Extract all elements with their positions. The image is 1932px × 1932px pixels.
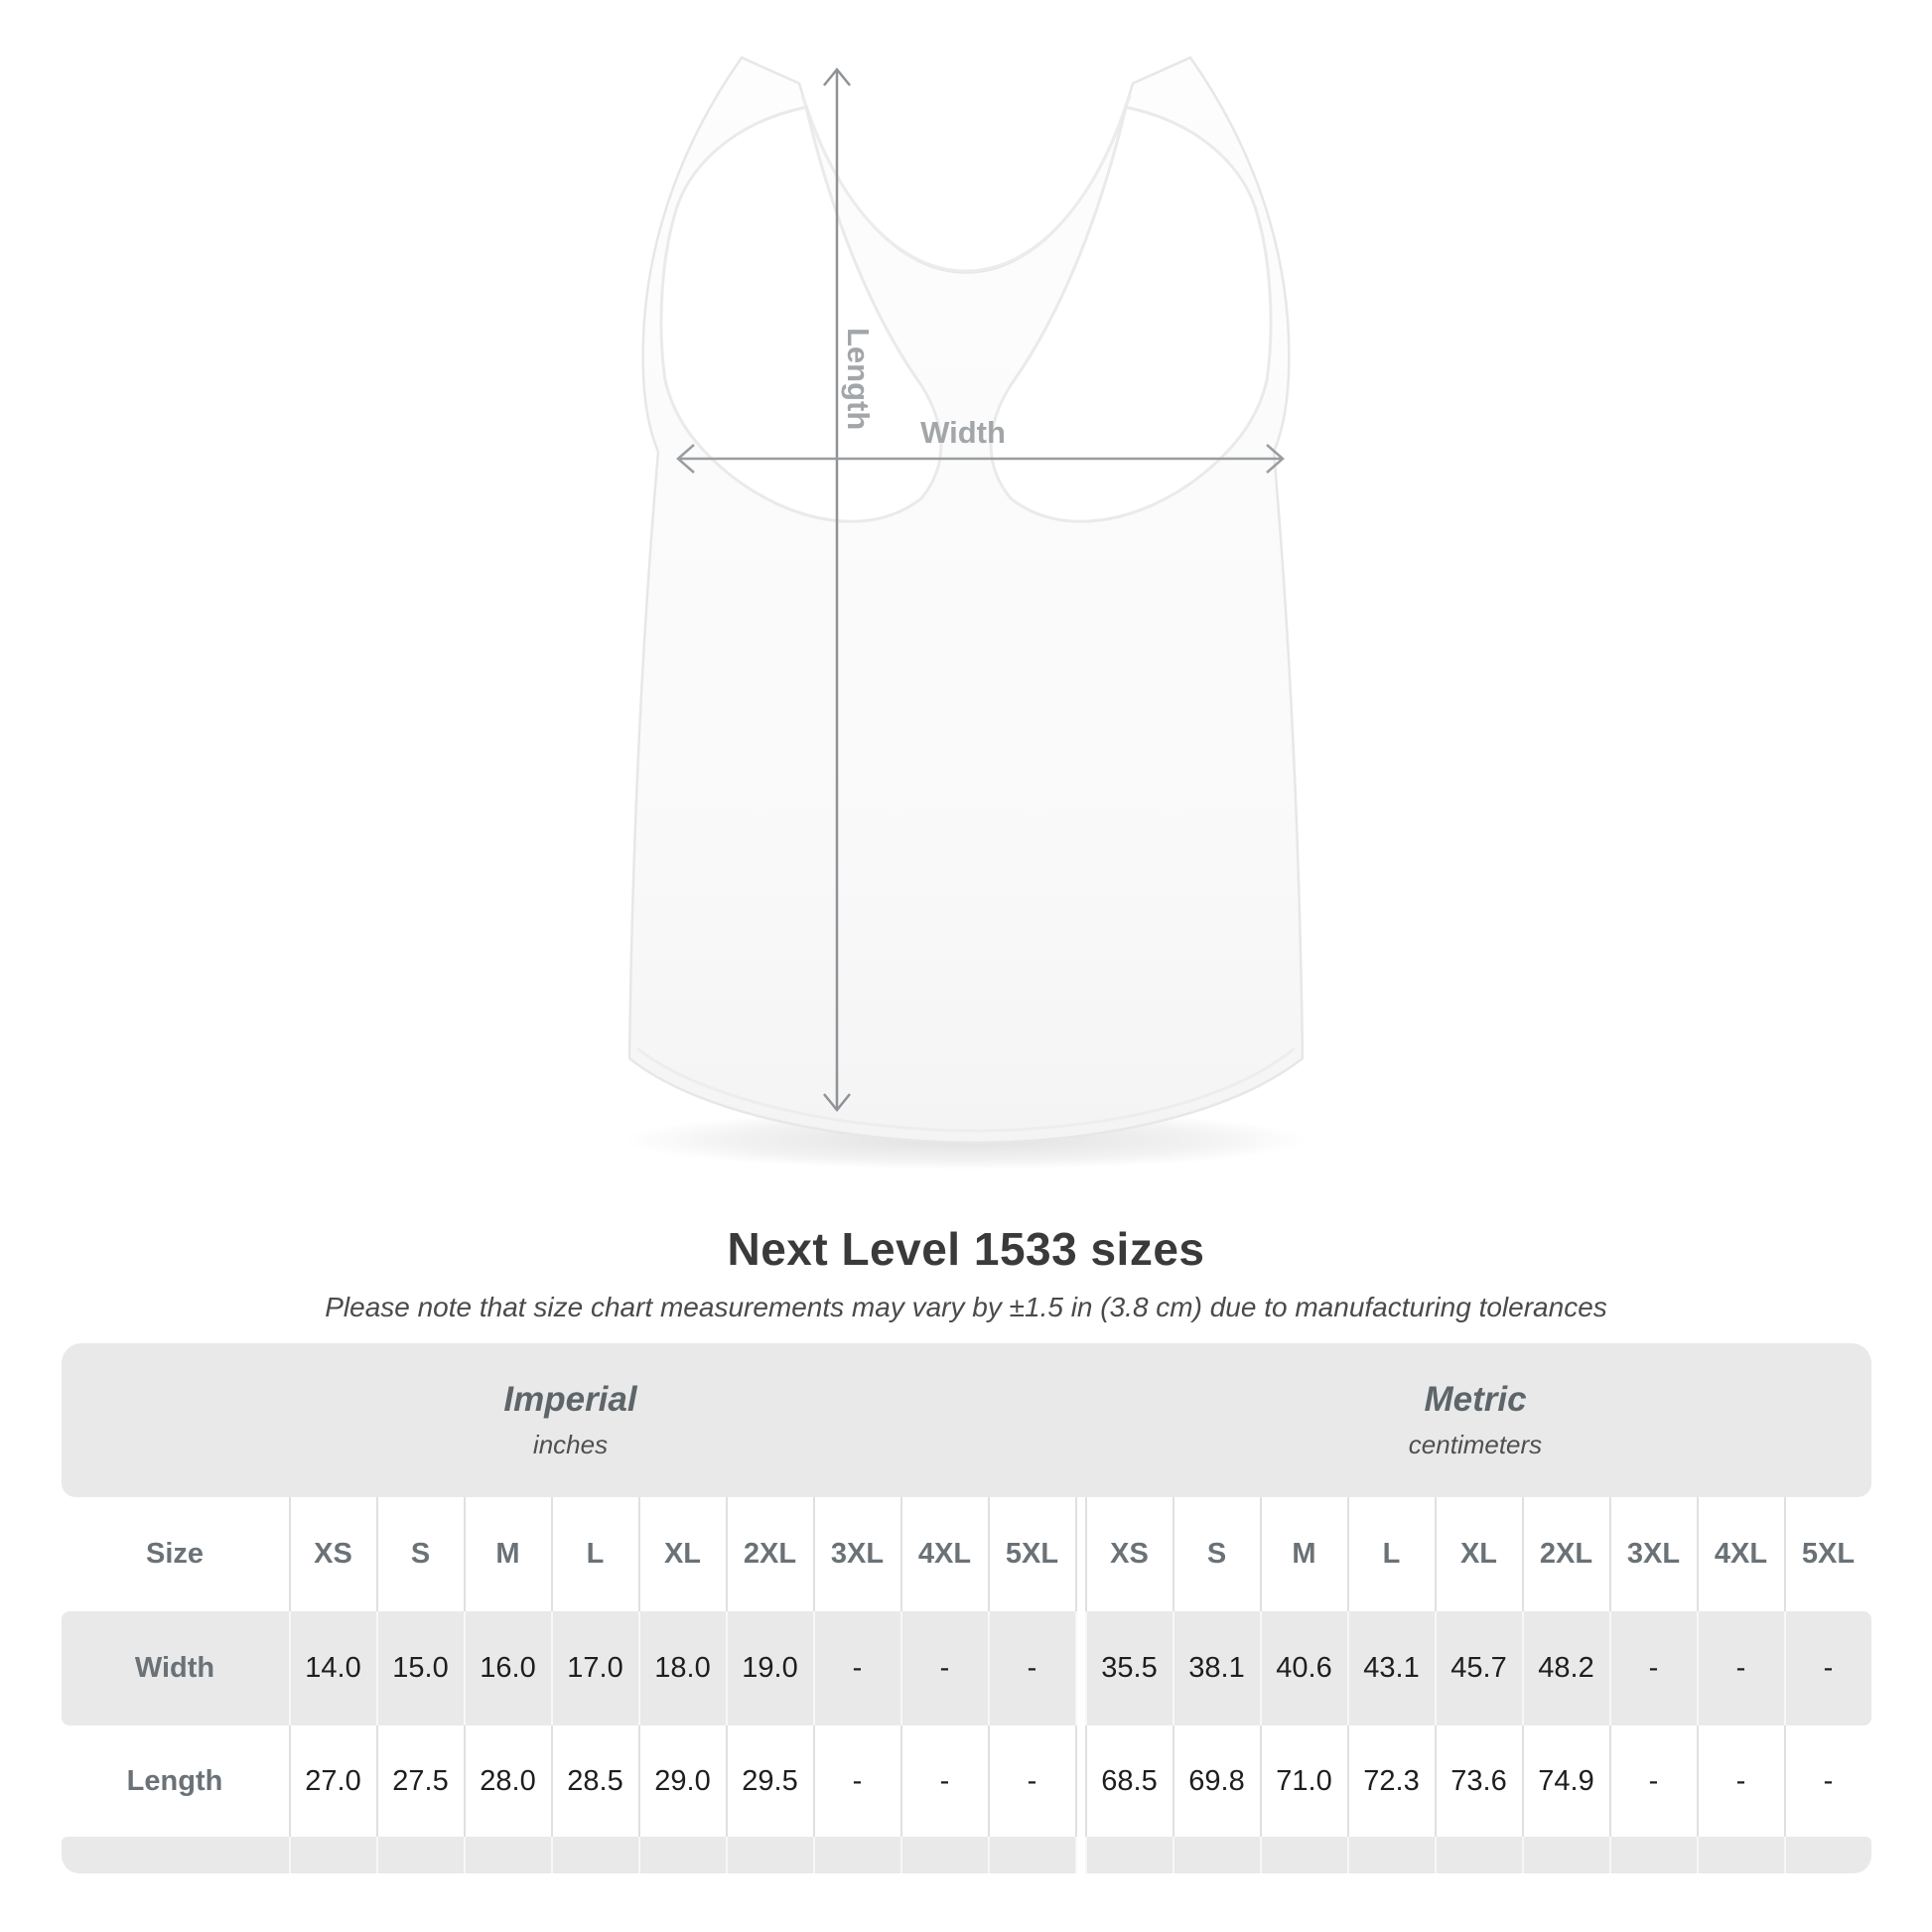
footer-cell [1260,1837,1347,1873]
measurement-cell: - [900,1725,988,1837]
footer-cell [1784,1837,1871,1873]
size-header-cell: XL [1435,1497,1522,1611]
measurement-cell: 29.5 [726,1725,813,1837]
metric-label: Metric [1424,1380,1527,1420]
footer-cell [62,1837,289,1873]
footer-cell [813,1837,900,1873]
units-divider [1075,1497,1085,1611]
row-label: Length [126,1764,223,1797]
row-label: Width [134,1652,215,1685]
measurement-cell: 71.0 [1260,1725,1347,1837]
footer-cell [1435,1837,1522,1873]
size-header-cell: M [1260,1497,1347,1611]
imperial-label: Imperial [503,1380,637,1420]
imperial-header [62,1343,1080,1497]
size-header-cell: 4XL [1697,1497,1784,1611]
size-header-cell: S [376,1497,464,1611]
size-header-cell: 2XL [1522,1497,1609,1611]
measurement-cell: 69.8 [1173,1725,1260,1837]
measurement-cell: 27.0 [289,1725,376,1837]
measurement-cell: - [1609,1725,1697,1837]
footer-cell [638,1837,726,1873]
units-divider [1075,1611,1085,1725]
size-header-cell: L [1347,1497,1435,1611]
width-label: Width [920,415,1006,450]
footer-cell [900,1837,988,1873]
footer-cell [551,1837,638,1873]
measurement-cell: 29.0 [638,1725,726,1837]
size-header-row [62,1497,1871,1611]
size-header-cell: 5XL [988,1497,1075,1611]
measurement-cell: 48.2 [1522,1611,1609,1725]
size-header-cell: XS [1085,1497,1173,1611]
metric-unit-label: centimeters [1408,1430,1543,1460]
size-header-cell: 3XL [813,1497,900,1611]
footer-cell [726,1837,813,1873]
metric-header [1080,1343,1871,1497]
measurement-cell: 74.9 [1522,1725,1609,1837]
measurement-cell: - [1609,1611,1697,1725]
measurement-cell: 43.1 [1347,1611,1435,1725]
footer-cell [1173,1837,1260,1873]
imperial-unit-label: inches [532,1430,609,1460]
table-footer [62,1837,1871,1873]
size-header-cell: XS [289,1497,376,1611]
units-header-row [62,1343,1871,1497]
measurement-cell: 35.5 [1085,1611,1173,1725]
measurement-cell: 14.0 [289,1611,376,1725]
size-header-cell: M [464,1497,551,1611]
measurement-cell: 15.0 [376,1611,464,1725]
length-label: Length [841,328,876,431]
footer-cell [464,1837,551,1873]
size-header-cell: 2XL [726,1497,813,1611]
measurement-cell: 73.6 [1435,1725,1522,1837]
footer-cell [1609,1837,1697,1873]
units-divider [1075,1725,1085,1837]
measurement-cell: 19.0 [726,1611,813,1725]
footer-cell [988,1837,1075,1873]
units-divider [1075,1837,1085,1873]
size-chart-table [62,1343,1871,1873]
measurement-cell: 45.7 [1435,1611,1522,1725]
measurement-cell: 38.1 [1173,1611,1260,1725]
measurement-cell: - [813,1611,900,1725]
size-header-cell: L [551,1497,638,1611]
measurement-cell: - [1784,1725,1871,1837]
footer-cell [1697,1837,1784,1873]
page-title: Next Level 1533 sizes [727,1223,1205,1275]
measurement-cell: 28.0 [464,1725,551,1837]
page-subtitle: Please note that size chart measurements may vary by ±1.5 in (3.8 cm) due to manufacturing tolerances [325,1291,1607,1322]
size-header-cell: S [1173,1497,1260,1611]
footer-cell [376,1837,464,1873]
size-header-cell: XL [638,1497,726,1611]
measurement-cell: 40.6 [1260,1611,1347,1725]
measurement-cell: 16.0 [464,1611,551,1725]
length-row [62,1725,1871,1837]
footer-cell [1085,1837,1173,1873]
size-header-cell: 4XL [900,1497,988,1611]
measurement-cell: - [1697,1725,1784,1837]
measurement-cell: - [1697,1611,1784,1725]
measurement-cell: 18.0 [638,1611,726,1725]
measurement-cell: - [813,1725,900,1837]
size-header-cell: 5XL [1784,1497,1871,1611]
measurement-cell: - [1784,1611,1871,1725]
measurement-cell: 72.3 [1347,1725,1435,1837]
measurement-cell: 68.5 [1085,1725,1173,1837]
size-header-cell: 3XL [1609,1497,1697,1611]
measurement-cell: - [988,1725,1075,1837]
measurement-cell: - [988,1611,1075,1725]
measurement-cell: - [900,1611,988,1725]
measurement-cell: 17.0 [551,1611,638,1725]
width-row [62,1611,1871,1725]
size-col-header: Size [145,1538,205,1571]
footer-cell [1347,1837,1435,1873]
footer-cell [289,1837,376,1873]
measurement-cell: 27.5 [376,1725,464,1837]
measurement-cell: 28.5 [551,1725,638,1837]
footer-cell [1522,1837,1609,1873]
